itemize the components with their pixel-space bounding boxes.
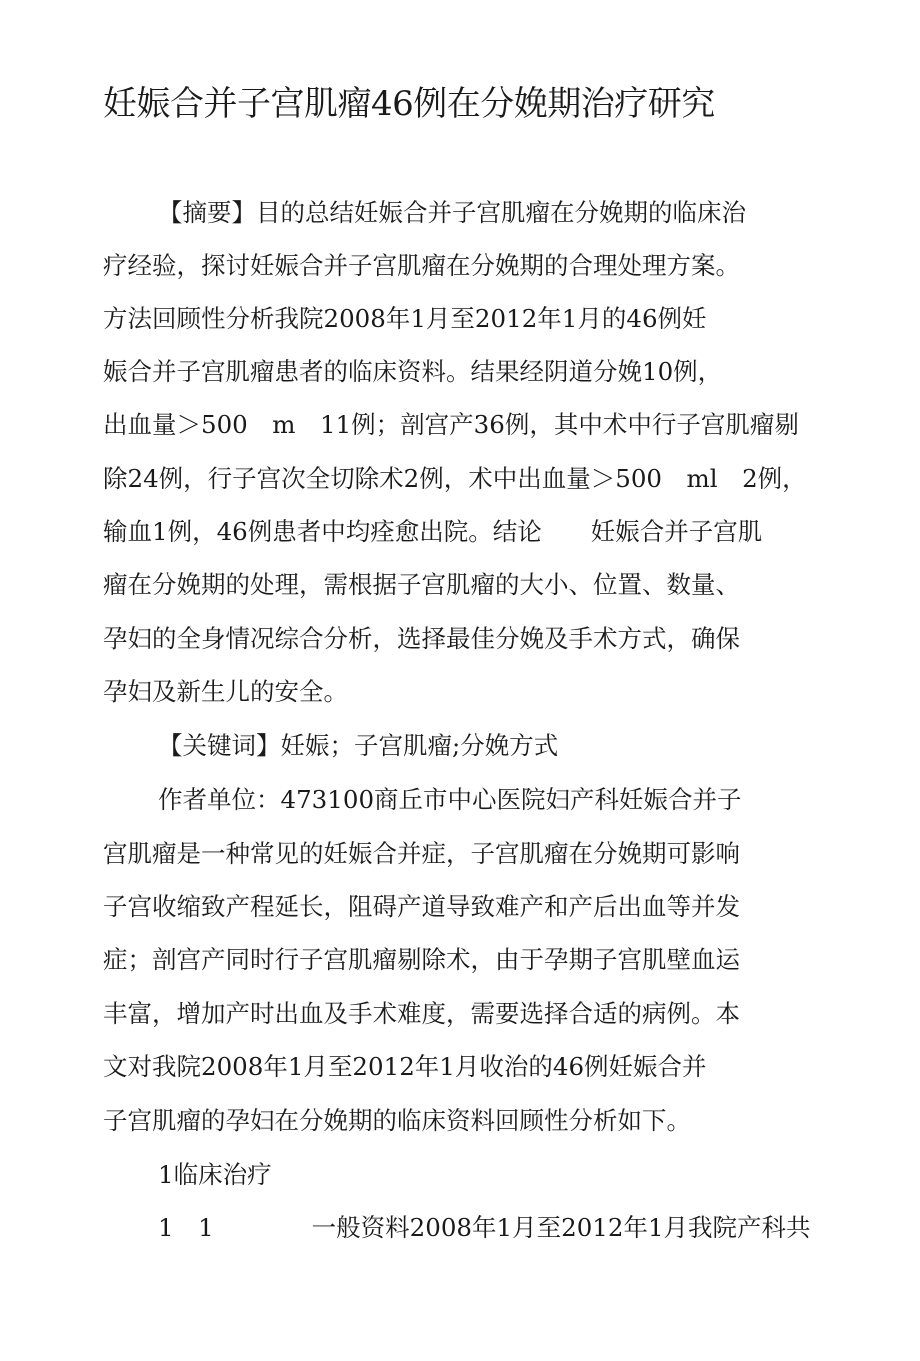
abstract-line-10: 孕妇及新生儿的安全。 <box>103 677 348 706</box>
abstract-line-1: 【摘要】目的总结妊娠合并子宫肌瘤在分娩期的临床治 <box>158 198 746 227</box>
abstract-line-7: 输血1例，46例患者中均痊愈出院。结论 妊娠合并子宫肌 <box>103 517 763 546</box>
abstract-line-9: 孕妇的全身情况综合分析，选择最佳分娩及手术方式，确保 <box>103 624 740 653</box>
abstract-line-8: 瘤在分娩期的处理，需根据子宫肌瘤的大小、位置、数量、 <box>103 570 740 599</box>
abstract-line-2: 疗经验，探讨妊娠合并子宫肌瘤在分娩期的合理处理方案。 <box>103 251 740 280</box>
body-line-2: 宫肌瘤是一种常见的妊娠合并症，子宫肌瘤在分娩期可影响 <box>103 839 740 868</box>
body-line-7: 子宫肌瘤的孕妇在分娩期的临床资料回顾性分析如下。 <box>103 1106 691 1135</box>
abstract-line-6: 除24例，行子宫次全切除术2例，术中出血量＞500 ml 2例， <box>103 464 807 493</box>
subsection-line-1-1: 1 1 一般资料2008年1月至2012年1月我院产科共 <box>158 1213 811 1242</box>
body-line-4: 症；剖宫产同时行子宫肌瘤剔除术，由于孕期子宫肌壁血运 <box>103 945 740 974</box>
abstract-line-5: 出血量＞500 m 11例；剖宫产36例，其中术中行子宫肌瘤剔 <box>103 410 799 439</box>
body-line-6: 文对我院2008年1月至2012年1月收治的46例妊娠合并 <box>103 1052 707 1081</box>
body-line-1: 作者单位：473100商丘市中心医院妇产科妊娠合并子 <box>158 785 742 814</box>
body-line-5: 丰富，增加产时出血及手术难度，需要选择合适的病例。本 <box>103 999 740 1028</box>
abstract-line-4: 娠合并子宫肌瘤患者的临床资料。结果经阴道分娩10例， <box>103 357 723 386</box>
abstract-line-3: 方法回顾性分析我院2008年1月至2012年1月的46例妊 <box>103 304 707 333</box>
body-line-3: 子宫收缩致产程延长，阻碍产道导致难产和产后出血等并发 <box>103 892 740 921</box>
keywords-line: 【关键词】妊娠；子宫肌瘤;分娩方式 <box>158 731 559 760</box>
section-heading-1: 1临床治疗 <box>158 1160 272 1189</box>
document-title: 妊娠合并子宫肌瘤46例在分娩期治疗研究 <box>103 84 715 124</box>
